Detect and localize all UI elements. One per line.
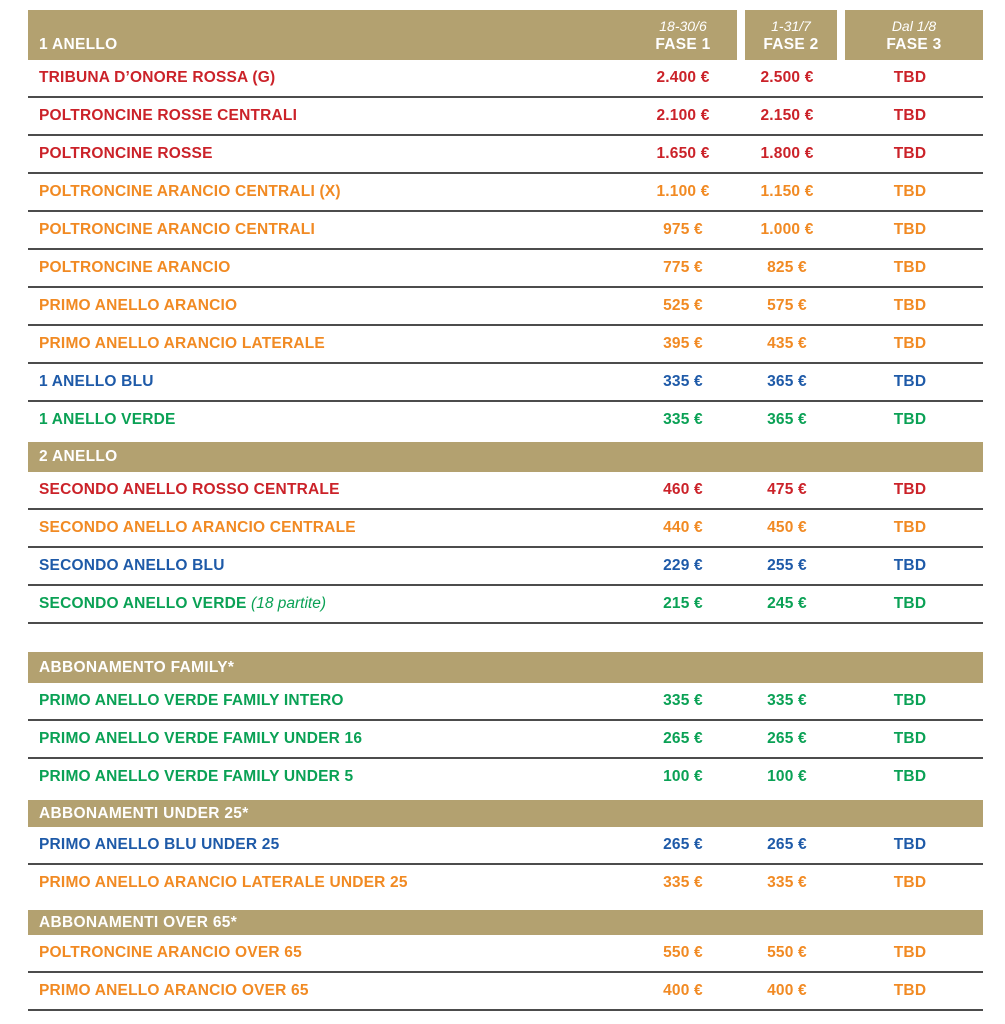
row-label: PRIMO ANELLO VERDE FAMILY UNDER 16 [39,730,363,747]
price-fase3: TBD [893,335,927,352]
section-band-label: ABBONAMENTO FAMILY* [39,658,235,676]
price-fase1: 265 € [663,730,703,747]
price-fase3: TBD [893,595,927,612]
row-label: PRIMO ANELLO ARANCIO [39,297,238,314]
price-fase1: 2.100 € [656,107,710,124]
table-row [28,548,983,586]
section-band-under-25 [28,800,983,827]
price-fase2: 1.150 € [760,183,814,200]
row-label: 1 ANELLO BLU [39,373,154,390]
price-fase2: 400 € [767,982,807,999]
table-row [28,827,983,865]
price-fase1: 525 € [663,297,703,314]
price-fase1: 335 € [663,692,703,709]
section-gap [28,624,983,652]
section-band-label: ABBONAMENTI UNDER 25* [39,804,249,822]
header-col-fase3 [837,10,983,60]
price-fase1: 550 € [663,944,703,961]
table-row [28,510,983,548]
table-row [28,683,983,721]
price-fase3: TBD [893,221,927,238]
row-label: PRIMO ANELLO VERDE FAMILY UNDER 5 [39,768,354,785]
price-fase3: TBD [893,836,927,853]
row-label: PRIMO ANELLO VERDE FAMILY INTERO [39,692,344,709]
table-row [28,98,983,136]
table-row [28,402,983,440]
table-row [28,472,983,510]
fase3-name: FASE 3 [886,36,942,53]
row-label: SECONDO ANELLO ROSSO CENTRALE [39,481,340,498]
table-row [28,973,983,1011]
price-fase1: 335 € [663,373,703,390]
price-fase3: TBD [893,730,927,747]
price-fase3: TBD [893,373,927,390]
fase1-period: 18-30/6 [659,18,707,34]
table-row [28,364,983,402]
price-fase2: 2.150 € [760,107,814,124]
row-label: POLTRONCINE ROSSE CENTRALI [39,107,298,124]
row-note: (18 partite) [251,595,326,612]
section-band-family [28,652,983,683]
price-fase3: TBD [893,982,927,999]
price-fase2: 550 € [767,944,807,961]
price-fase2: 575 € [767,297,807,314]
fase2-period: 1-31/7 [771,18,811,34]
row-label: POLTRONCINE ARANCIO CENTRALI [39,221,315,238]
price-fase2: 435 € [767,335,807,352]
fase1-name: FASE 1 [655,36,711,53]
price-fase3: TBD [893,557,927,574]
price-fase1: 335 € [663,874,703,891]
price-fase2: 265 € [767,730,807,747]
table-row [28,865,983,903]
header-main-cell [28,10,737,60]
price-fase2: 365 € [767,373,807,390]
header-section-label: 1 ANELLO [39,36,118,53]
table-row [28,136,983,174]
table-row [28,174,983,212]
price-fase3: TBD [893,183,927,200]
table-row [28,721,983,759]
section-band-label: 2 ANELLO [39,448,118,465]
price-fase1: 335 € [663,411,703,428]
price-fase2: 1.800 € [760,145,814,162]
row-label: SECONDO ANELLO VERDE (18 partite) [39,595,326,612]
row-label: POLTRONCINE ARANCIO OVER 65 [39,944,302,961]
row-label: SECONDO ANELLO BLU [39,557,225,574]
row-label: PRIMO ANELLO ARANCIO LATERALE UNDER 25 [39,874,408,891]
header-col-fase1 [629,17,737,54]
section-band-2-anello [28,442,983,472]
price-fase1: 1.650 € [656,145,710,162]
price-fase1: 265 € [663,836,703,853]
price-fase3: TBD [893,411,927,428]
price-fase2: 265 € [767,836,807,853]
price-fase2: 1.000 € [760,221,814,238]
row-label: POLTRONCINE ARANCIO CENTRALI (X) [39,183,341,200]
price-fase3: TBD [893,145,927,162]
row-label: POLTRONCINE ROSSE [39,145,213,162]
price-fase1: 2.400 € [656,69,710,86]
price-fase3: TBD [893,692,927,709]
price-fase3: TBD [893,481,927,498]
table-row [28,250,983,288]
price-fase1: 1.100 € [656,183,710,200]
price-fase1: 440 € [663,519,703,536]
price-fase3: TBD [893,768,927,785]
price-fase2: 255 € [767,557,807,574]
row-label: PRIMO ANELLO BLU UNDER 25 [39,836,280,853]
price-fase2: 335 € [767,692,807,709]
price-fase2: 450 € [767,519,807,536]
section-band-label: ABBONAMENTI OVER 65* [39,913,238,931]
row-label: PRIMO ANELLO ARANCIO OVER 65 [39,982,309,999]
section-band-over-65 [28,910,983,935]
header-col-fase2 [737,10,837,60]
price-fase3: TBD [893,69,927,86]
price-fase1: 215 € [663,595,703,612]
price-fase2: 100 € [767,768,807,785]
row-label: POLTRONCINE ARANCIO [39,259,231,276]
fase2-name: FASE 2 [763,36,819,53]
table-row [28,60,983,98]
price-fase3: TBD [893,944,927,961]
price-fase1: 460 € [663,481,703,498]
price-fase3: TBD [893,297,927,314]
table-row [28,759,983,797]
row-label: 1 ANELLO VERDE [39,411,176,428]
price-fase1: 775 € [663,259,703,276]
price-fase2: 475 € [767,481,807,498]
price-fase1: 395 € [663,335,703,352]
price-fase1: 229 € [663,557,703,574]
price-fase2: 365 € [767,411,807,428]
fase3-period: Dal 1/8 [891,18,937,34]
row-label: PRIMO ANELLO ARANCIO LATERALE [39,335,325,352]
price-table [28,10,983,1011]
table-row [28,212,983,250]
table-row [28,288,983,326]
table-row [28,586,983,624]
price-fase3: TBD [893,107,927,124]
price-fase3: TBD [893,519,927,536]
table-row [28,935,983,973]
price-fase2: 825 € [767,259,807,276]
price-fase3: TBD [893,259,927,276]
price-fase1: 975 € [663,221,703,238]
price-fase2: 335 € [767,874,807,891]
price-fase3: TBD [893,874,927,891]
table-row [28,326,983,364]
price-fase2: 245 € [767,595,807,612]
price-fase1: 100 € [663,768,703,785]
row-label: SECONDO ANELLO ARANCIO CENTRALE [39,519,356,536]
price-fase2: 2.500 € [760,69,814,86]
table-header [28,10,983,60]
row-label: TRIBUNA D’ONORE ROSSA (G) [39,69,276,86]
price-fase1: 400 € [663,982,703,999]
